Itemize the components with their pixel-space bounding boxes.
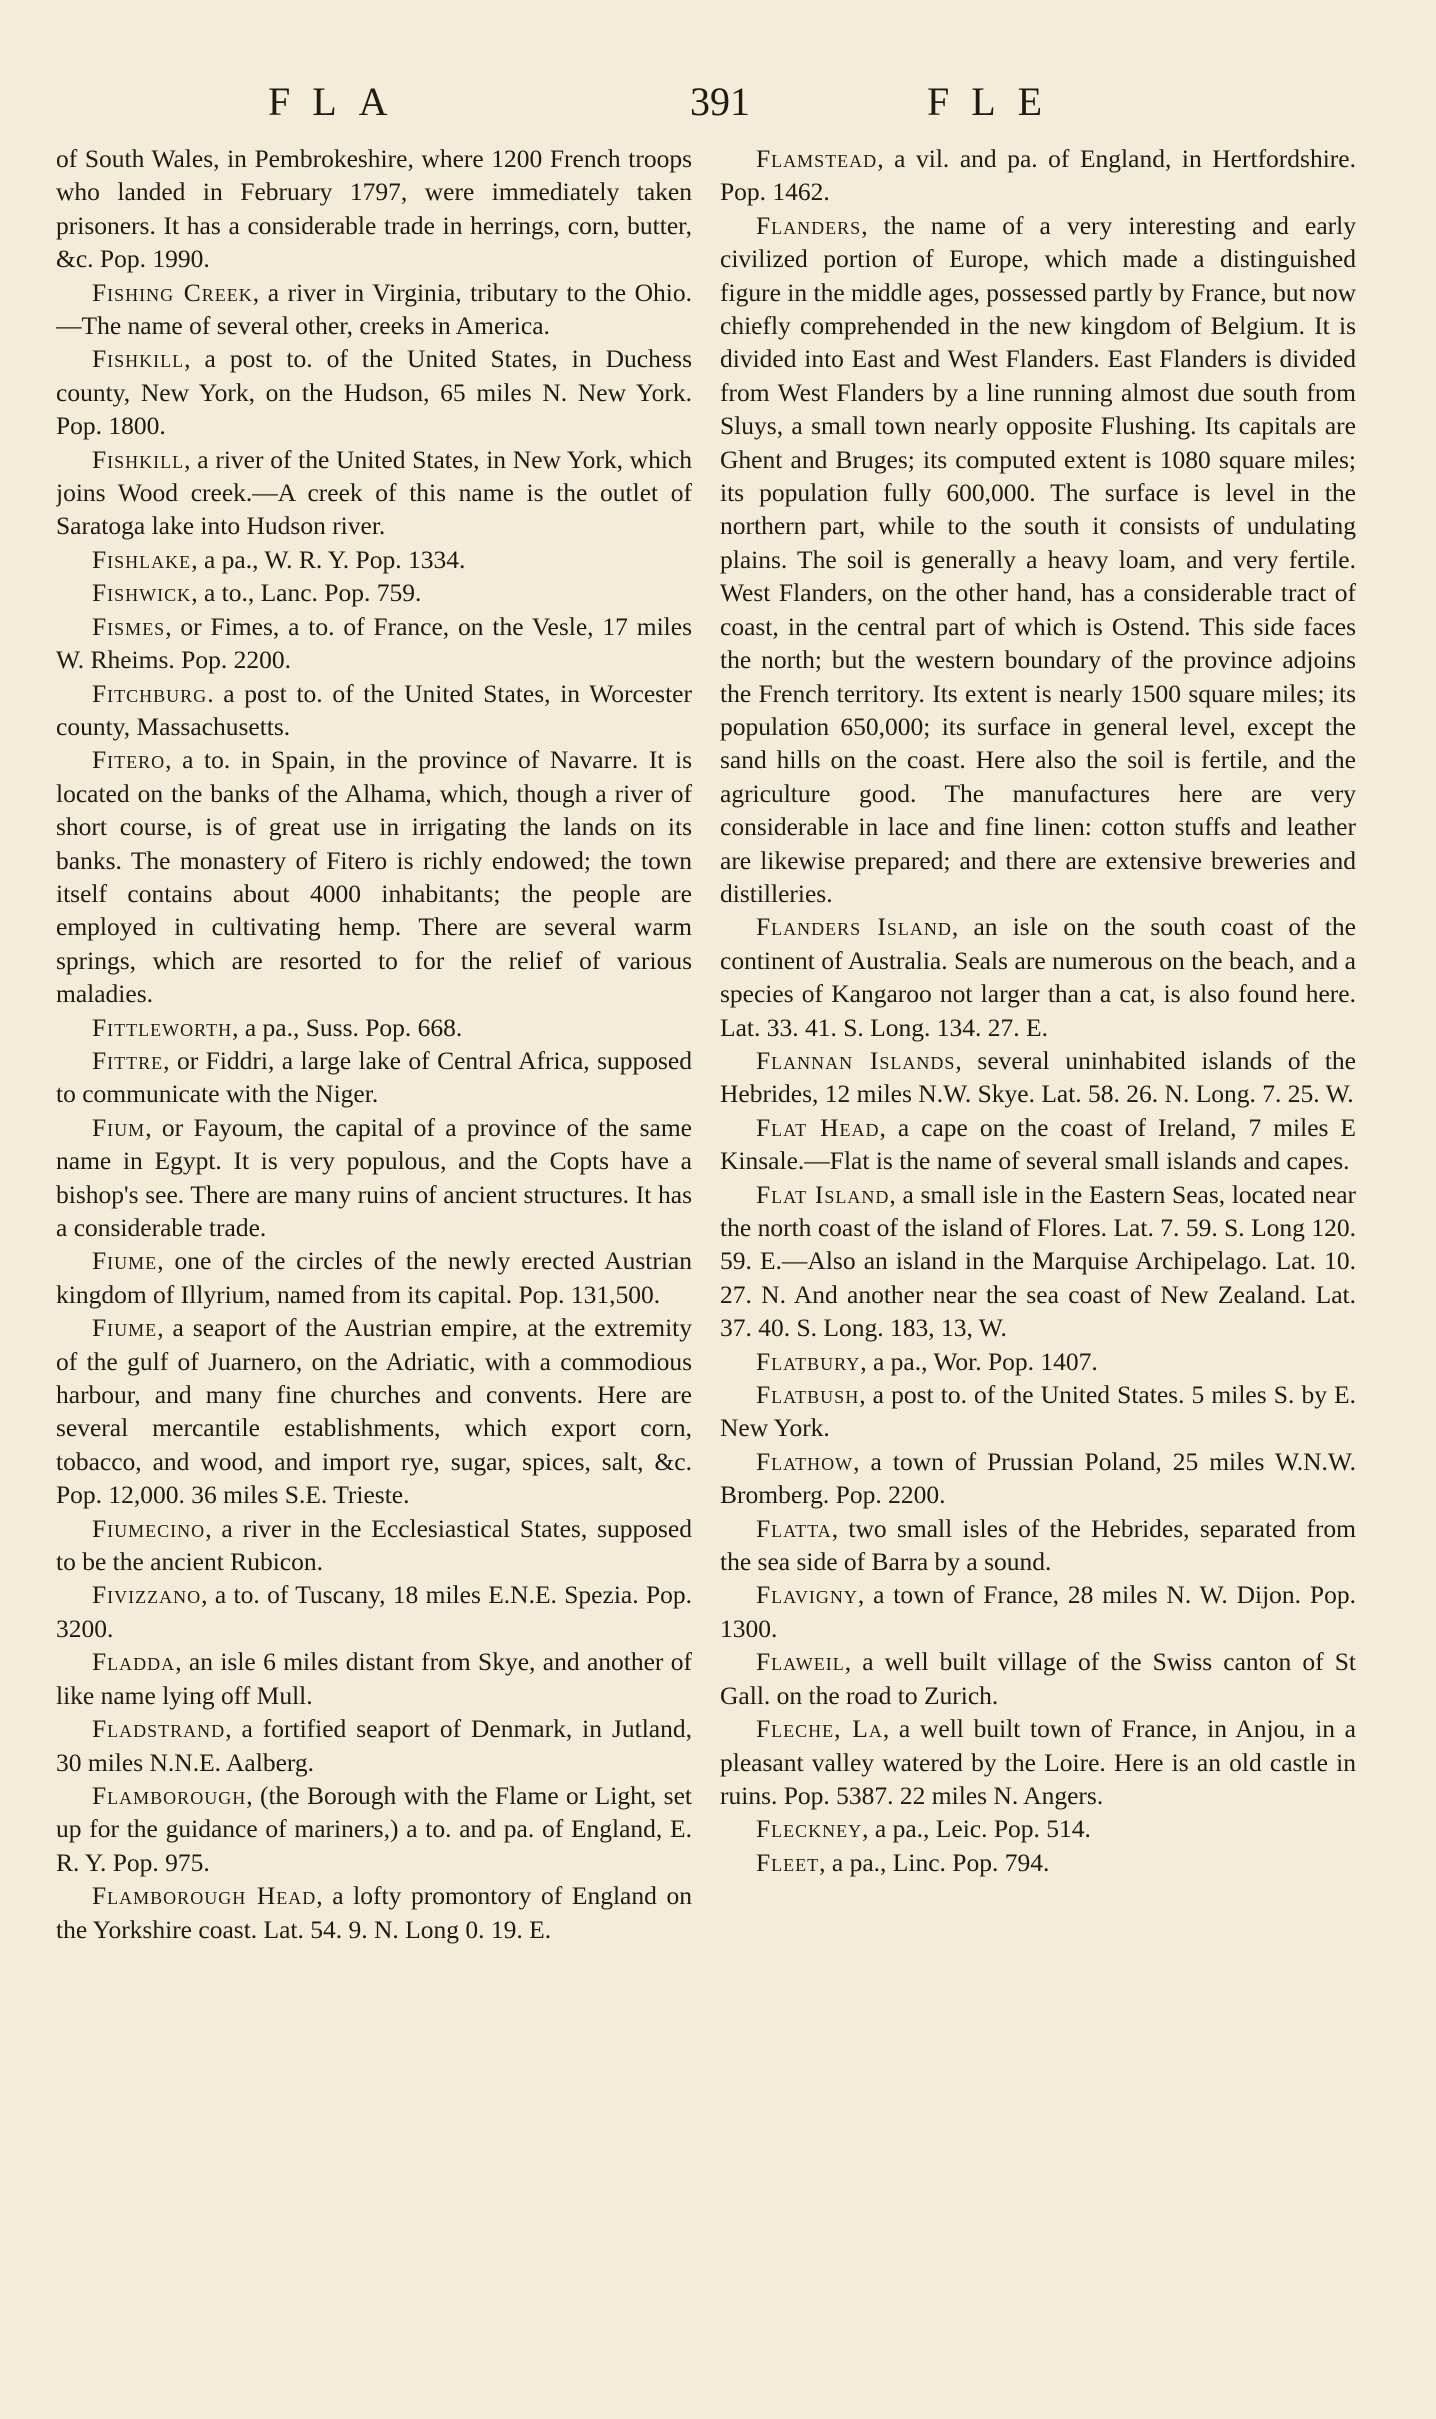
entry-headword: Flavigny [756, 1580, 858, 1610]
dictionary-entry [56, 743, 692, 1010]
entry-text: , two small isles of the Hebrides, separated from the sea side of Barra by a sound. [720, 1513, 1356, 1577]
entry-headword: Flanders Island [756, 912, 952, 942]
entry-headword: Fladstrand [92, 1714, 226, 1744]
entry-headword: Flanders [756, 210, 862, 240]
entry-headword: Fishkill [92, 344, 185, 374]
dictionary-entry [720, 1111, 1356, 1178]
dictionary-entry [720, 1812, 1356, 1845]
entry-headword: Fium [92, 1112, 146, 1142]
entry-headword: Flatbush [756, 1380, 860, 1410]
header-right-guide-word: FLE [927, 79, 1065, 124]
dictionary-entry [720, 1378, 1356, 1445]
entry-text: , a vil. and pa. of England, in Hertfordshire. Pop. 1462. [720, 144, 1356, 207]
entry-headword: Flatbury [756, 1346, 861, 1376]
entry-headword: Fishwick [92, 578, 192, 608]
entry-text: , a pa., W. R. Y. Pop. 1334. [191, 544, 466, 574]
entry-headword: Fittleworth [92, 1012, 233, 1042]
entry-text: , several uninhabited islands of the Hebrides, 12 miles N.W. Skye. Lat. 58. 26. N. Long. 7. 25. W. [720, 1045, 1356, 1109]
entry-text: , a pa., Suss. Pop. 668. [232, 1012, 463, 1042]
entry-headword: Fishing Creek [92, 277, 253, 307]
dictionary-entry [720, 1645, 1356, 1712]
dictionary-entry [56, 543, 692, 576]
dictionary-entry [720, 1178, 1356, 1345]
entry-text: , the name of a very interesting and early civilized portion of Europe, which made a distinguished figure in the middle ages, possessed partly by France, but now chiefly comprehended in the new kingdom of Belgium. It is divided into East and West Flanders. East Flanders is divided from West Flanders by a line running almost due south from Sluys, a small town nearly opposite Flushing. Its capitals are Ghent and Bruges; its computed extent is 1080 square miles; its population fully 600,000. The surface is level in the northern part, while to the south it consists of undulating plains. The soil is generally a heavy loam, and very fertile. West Flanders, on the other hand, has a considerable tract of coast, in the central part of which is Ostend. This side faces the north; but the western boundary of the province adjoins the French territory. Its extent is nearly 1500 square miles; its population 650,000; its surface in general level, except the sand hills on the coast. Here also the soil is fertile, and the agriculture good. The manufactures here are very considerable in lace and fine linen: cotton stuffs and leather are likewise prepared; and there are extensive breweries and distilleries. [720, 210, 1356, 908]
dictionary-entry [56, 576, 692, 609]
entry-text: , a well built village of the Swiss canton of St Gall. on the road to Zurich. [720, 1647, 1356, 1710]
entry-headword: Fiumecino [92, 1513, 206, 1543]
entry-text: , or Fimes, a to. of France, on the Vesle, 17 miles W. Rheims. Pop. 2200. [56, 611, 692, 675]
entry-text: , (the Borough with the Flame or Light, set up for the guidance of mariners,) a to. and pa. of England, E. R. Y. Pop. 975. [56, 1780, 692, 1877]
entry-headword: Flat Head [756, 1112, 880, 1142]
entry-headword: Fishlake [92, 544, 192, 574]
dictionary-entry [720, 1044, 1356, 1111]
dictionary-entry [56, 1879, 692, 1946]
entry-headword: Flannan Islands [756, 1045, 956, 1075]
dictionary-entry [56, 1011, 692, 1044]
entry-text: , a river in the Ecclesiastical States, supposed to be the ancient Rubicon. [56, 1513, 692, 1577]
entry-text: . a post to. of the United States, in Worcester county, Massachusetts. [56, 678, 692, 741]
dictionary-entry [720, 1712, 1356, 1812]
entry-text: , an isle on the south coast of the continent of Australia. Seals are numerous on the beach, and a species of Kangaroo not larger than a cat, is also found here. Lat. 33. 41. S. Long. 134. 27. E. [720, 912, 1356, 1042]
entry-headword: Fleche, La [756, 1714, 883, 1744]
entry-text: , a to., Lanc. Pop. 759. [191, 578, 422, 608]
entry-headword: Flatta [756, 1513, 832, 1543]
entry-text: , a small isle in the Eastern Seas, located near the north coast of the island of Flores. Lat. 7. 59. S. Long 120. 59. E.—Also an island in the Marquise Archipelago. Lat. 10. 27. N. And another near the sea coast of New Zealand. Lat. 37. 40. S. Long. 183, 13, W. [720, 1179, 1356, 1343]
entry-text: , or Fayoum, the capital of a province of the same name in Egypt. It is very populous, and the Copts have a bishop's see. There are many ruins of ancient structures. It has a considerable trade. [56, 1112, 692, 1242]
entry-text: , a cape on the coast of Ireland, 7 miles E Kinsale.—Flat is the name of several small islands and capes. [720, 1112, 1356, 1176]
right-column [720, 142, 1356, 2382]
entry-headword: Fitchburg [92, 678, 208, 708]
dictionary-entry [56, 443, 692, 543]
entry-headword: Flat Island [756, 1179, 890, 1209]
entry-text: , a fortified seaport of Denmark, in Jutland, 30 miles N.N.E. Aalberg. [56, 1714, 692, 1777]
left-column [56, 142, 692, 2382]
entry-headword: Flamstead [756, 144, 878, 173]
dictionary-entry [720, 1345, 1356, 1378]
entry-text: , a pa., Leic. Pop. 514. [862, 1814, 1091, 1844]
entry-headword: Flamborough [92, 1780, 247, 1810]
entry-headword: Flaweil [756, 1647, 845, 1677]
dictionary-entry [720, 142, 1356, 209]
dictionary-entry [56, 1578, 692, 1645]
dictionary-entry [56, 1645, 692, 1712]
entry-headword: Fladda [92, 1647, 176, 1677]
dictionary-entry [720, 1445, 1356, 1512]
dictionary-entry [56, 1311, 692, 1511]
dictionary-entry [56, 1111, 692, 1245]
dictionary-entry [56, 1044, 692, 1111]
entry-headword: Flathow [756, 1446, 854, 1476]
page-number: 391 [690, 79, 750, 124]
entry-headword: Fitero [92, 745, 166, 775]
entry-text: , a pa., Wor. Pop. 1407. [860, 1346, 1098, 1376]
entry-text: , a river in Virginia, tributary to the Ohio.—The name of several other, creeks in America. [56, 277, 692, 341]
entry-text: , a to. of Tuscany, 18 miles E.N.E. Spezia. Pop. 3200. [56, 1580, 692, 1643]
dictionary-entry [56, 1712, 692, 1779]
entry-headword: Fiume [92, 1313, 158, 1343]
entry-text: , a seaport of the Austrian empire, at the extremity of the gulf of Juarnero, on the Adriatic, with a commodious harbour, and many fine churches and convents. Here are several mercantile establishments, which export corn, tobacco, and wood, and import rye, sugar, spices, salt, &c. Pop. 12,000. 36 miles S.E. Trieste. [56, 1313, 692, 1510]
dictionary-entry [56, 1512, 692, 1579]
dictionary-entry [56, 276, 692, 343]
entry-text: of South Wales, in Pembrokeshire, where 1200 French troops who landed in February 1797, were immediately taken prisoners. It has a considerable trade in herrings, corn, butter, &c. Pop. 1990. [56, 144, 692, 274]
entry-text: , one of the circles of the newly erected Austrian kingdom of Illyrium, named from its capital. Pop. 131,500. [56, 1246, 692, 1309]
entry-text: , an isle 6 miles distant from Skye, and another of like name lying off Mull. [56, 1647, 692, 1710]
dictionary-entry [56, 342, 692, 442]
entry-headword: Fismes [92, 611, 166, 641]
dictionary-entry [56, 1244, 692, 1311]
entry-headword: Fishkill [92, 444, 185, 474]
entry-text: , a to. in Spain, in the province of Navarre. It is located on the banks of the Alhama, which, though a river of short course, is of great use in irrigating the lands on its banks. The monastery of Fitero is richly endowed; the town itself contains about 4000 inhabitants; the people are employed in cultivating hemp. There are several warm springs, which are resorted to for the relief of various maladies. [56, 745, 692, 1009]
dictionary-entry [56, 1779, 692, 1879]
dictionary-entry [720, 1846, 1356, 1879]
entry-headword: Fivizzano [92, 1580, 202, 1610]
entry-text: , a lofty promontory of England on the Yorkshire coast. Lat. 54. 9. N. Long 0. 19. E. [56, 1881, 692, 1944]
dictionary-entry [720, 910, 1356, 1044]
entry-text: , a town of Prussian Poland, 25 miles W.N.W. Bromberg. Pop. 2200. [720, 1446, 1356, 1510]
entry-headword: Fittre [92, 1045, 164, 1075]
dictionary-entry [56, 610, 692, 677]
entry-headword: Fleet [756, 1847, 820, 1877]
entry-text: , a river of the United States, in New York, which joins Wood creek.—A creek of this name is the outlet of Saratoga lake into Hudson river. [56, 444, 692, 541]
entry-headword: Fiume [92, 1246, 158, 1276]
dictionary-entry [56, 677, 692, 744]
entry-text: , a post to. of the United States. 5 miles S. by E. New York. [720, 1380, 1356, 1443]
dictionary-entry [56, 142, 692, 276]
entry-headword: Fleckney [756, 1814, 863, 1844]
entry-text: , a well built town of France, in Anjou, in a pleasant valley watered by the Loire. Here is an old castle in ruins. Pop. 5387. 22 miles N. Angers. [720, 1714, 1356, 1810]
dictionary-entry [720, 1578, 1356, 1645]
entry-headword: Flamborough Head [92, 1881, 317, 1911]
dictionary-entry [720, 209, 1356, 911]
entry-text: , or Fiddri, a large lake of Central Africa, supposed to communicate with the Niger. [56, 1045, 692, 1109]
dictionary-entry [720, 1512, 1356, 1579]
entry-text: , a pa., Linc. Pop. 794. [819, 1847, 1050, 1877]
entry-text: , a post to. of the United States, in Duchess county, New York, on the Hudson, 65 miles N. New York. Pop. 1800. [56, 344, 692, 441]
header-left-guide-word: FLA [268, 79, 410, 124]
entry-text: , a town of France, 28 miles N. W. Dijon. Pop. 1300. [720, 1580, 1356, 1643]
running-header [0, 72, 1436, 132]
